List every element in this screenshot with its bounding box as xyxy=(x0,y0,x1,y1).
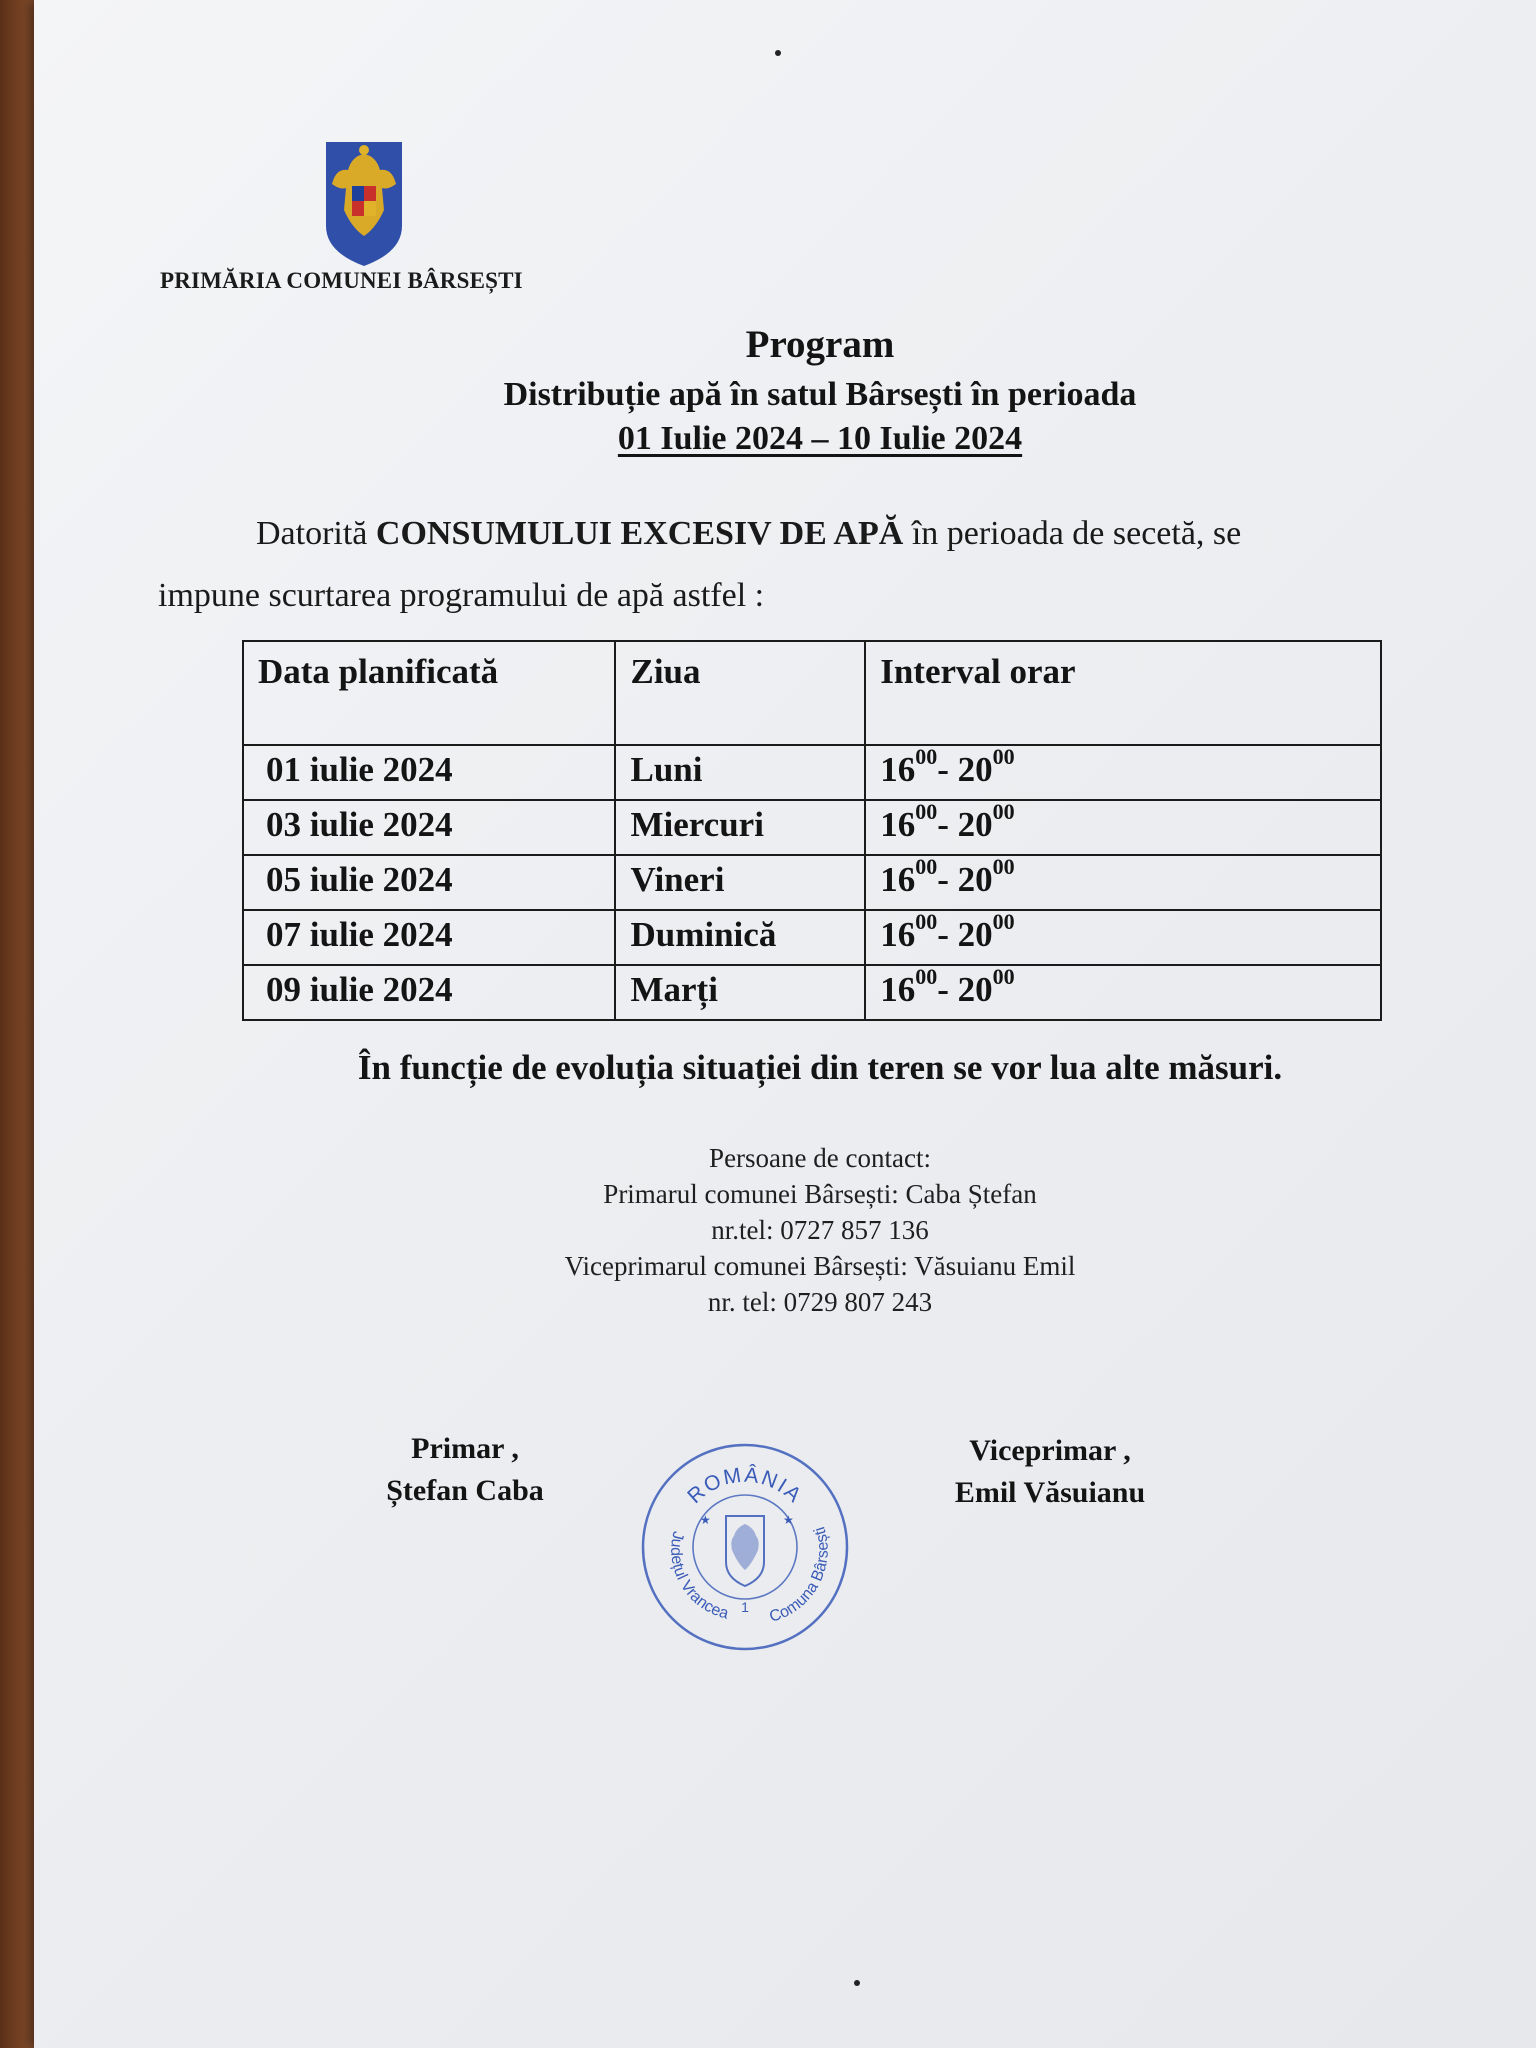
interval-separator: - xyxy=(937,915,958,954)
stamp-top-text: ROMÂNIA xyxy=(683,1463,807,1509)
schedule-period-text: 01 Iulie 2024 – 10 Iulie 2024 xyxy=(617,420,1023,457)
deputy-name: Emil Văsuianu xyxy=(954,1476,1146,1509)
pin-hole-top xyxy=(775,50,781,56)
interval-start-hour: 16 xyxy=(880,805,916,844)
column-header-date: Data planificată xyxy=(243,641,615,745)
contact-mayor-phone: nr.tel: 0727 857 136 xyxy=(711,1215,929,1245)
column-header-day: Ziua xyxy=(615,641,865,745)
document-subtitle: Distribuție apă în satul Bârsești în perioada xyxy=(503,376,1137,413)
document-title: Program xyxy=(745,323,895,366)
svg-text:ROMÂNIA xyxy=(683,1464,807,1509)
mayor-title: Primar , xyxy=(411,1432,519,1465)
stamp-crest-icon xyxy=(726,1516,764,1586)
cell-day: Miercuri xyxy=(615,800,865,855)
interval-start-minutes: 00 xyxy=(915,744,938,769)
interval-start-hour: 16 xyxy=(880,750,916,789)
stamp-left-text: Județul Vrancea xyxy=(667,1529,731,1623)
interval-separator: - xyxy=(937,805,958,844)
table-row xyxy=(243,800,1381,855)
contact-deputy: Viceprimarul comunei Bârsești: Văsuianu Emil xyxy=(564,1251,1076,1281)
mayor-name: Ștefan Caba xyxy=(386,1474,544,1507)
interval-separator: - xyxy=(937,860,958,899)
table-row xyxy=(243,745,1381,800)
cell-day: Luni xyxy=(615,745,865,800)
cell-date: 03 iulie 2024 xyxy=(243,800,615,855)
intro-text-1: Datorită xyxy=(256,515,376,552)
cell-day: Duminică xyxy=(615,910,865,965)
table-row xyxy=(243,855,1381,910)
contact-mayor: Primarul comunei Bârsești: Caba Ștefan xyxy=(603,1179,1037,1209)
table-row xyxy=(243,910,1381,965)
closing-note: În funcție de evoluția situației din teren se vor lua alte măsuri. xyxy=(357,1048,1283,1087)
interval-end-hour: 20 xyxy=(957,915,993,954)
contact-deputy-phone: nr. tel: 0729 807 243 xyxy=(707,1287,933,1317)
romanian-coat-of-arms-icon xyxy=(322,140,406,268)
intro-line-2: impune scurtarea programului de apă astfel : xyxy=(158,577,765,614)
interval-end-minutes: 00 xyxy=(992,744,1015,769)
cell-date: 01 iulie 2024 xyxy=(243,745,615,800)
cell-day: Vineri xyxy=(615,855,865,910)
svg-text:Județul Vrancea xyxy=(667,1530,730,1623)
official-stamp xyxy=(638,1440,852,1654)
svg-text:★: ★ xyxy=(783,1513,794,1527)
institution-name: PRIMĂRIA COMUNEI BÂRSEȘTI xyxy=(160,268,523,293)
cell-interval xyxy=(865,965,1381,1020)
interval-end-hour: 20 xyxy=(957,970,993,1009)
deputy-title: Viceprimar , xyxy=(969,1434,1131,1467)
cell-interval xyxy=(865,745,1381,800)
svg-text:★: ★ xyxy=(700,1513,711,1527)
interval-start-hour: 16 xyxy=(880,970,916,1009)
stamp-number: 1 xyxy=(741,1599,749,1615)
column-header-interval: Interval orar xyxy=(865,641,1381,745)
interval-separator: - xyxy=(937,750,958,789)
cell-interval xyxy=(865,800,1381,855)
interval-start-minutes: 00 xyxy=(915,799,938,824)
interval-separator: - xyxy=(937,970,958,1009)
cell-day: Marți xyxy=(615,965,865,1020)
table-header-row xyxy=(243,641,1381,745)
interval-end-minutes: 00 xyxy=(992,799,1015,824)
deputy-signature-block xyxy=(900,1430,1200,1514)
table-row xyxy=(243,965,1381,1020)
svg-text:Comuna Bârsești xyxy=(767,1525,831,1626)
interval-start-minutes: 00 xyxy=(915,854,938,879)
intro-paragraph xyxy=(158,503,1388,627)
interval-start-minutes: 00 xyxy=(915,964,938,989)
schedule-period xyxy=(0,420,1536,458)
mayor-signature-block xyxy=(360,1428,570,1512)
interval-end-hour: 20 xyxy=(957,860,993,899)
cell-date: 05 iulie 2024 xyxy=(243,855,615,910)
interval-end-hour: 20 xyxy=(957,805,993,844)
cell-date: 09 iulie 2024 xyxy=(243,965,615,1020)
intro-text-2: în perioada de secetă, se xyxy=(903,515,1242,552)
interval-end-minutes: 00 xyxy=(992,964,1015,989)
interval-end-minutes: 00 xyxy=(992,909,1015,934)
interval-start-hour: 16 xyxy=(880,860,916,899)
cell-date: 07 iulie 2024 xyxy=(243,910,615,965)
intro-emphasis: CONSUMULUI EXCESIV DE APĂ xyxy=(375,515,904,552)
contact-block xyxy=(0,1140,1536,1320)
contact-heading: Persoane de contact: xyxy=(709,1143,931,1173)
interval-start-hour: 16 xyxy=(880,915,916,954)
interval-end-hour: 20 xyxy=(957,750,993,789)
stamp-right-text: Comuna Bârsești xyxy=(767,1524,832,1626)
interval-end-minutes: 00 xyxy=(992,854,1015,879)
interval-start-minutes: 00 xyxy=(915,909,938,934)
document-page xyxy=(34,0,1536,2048)
water-schedule-table xyxy=(242,640,1382,1021)
pin-hole-bottom xyxy=(854,1980,860,1986)
cell-interval xyxy=(865,910,1381,965)
cell-interval xyxy=(865,855,1381,910)
intro-line-1 xyxy=(158,503,1388,565)
